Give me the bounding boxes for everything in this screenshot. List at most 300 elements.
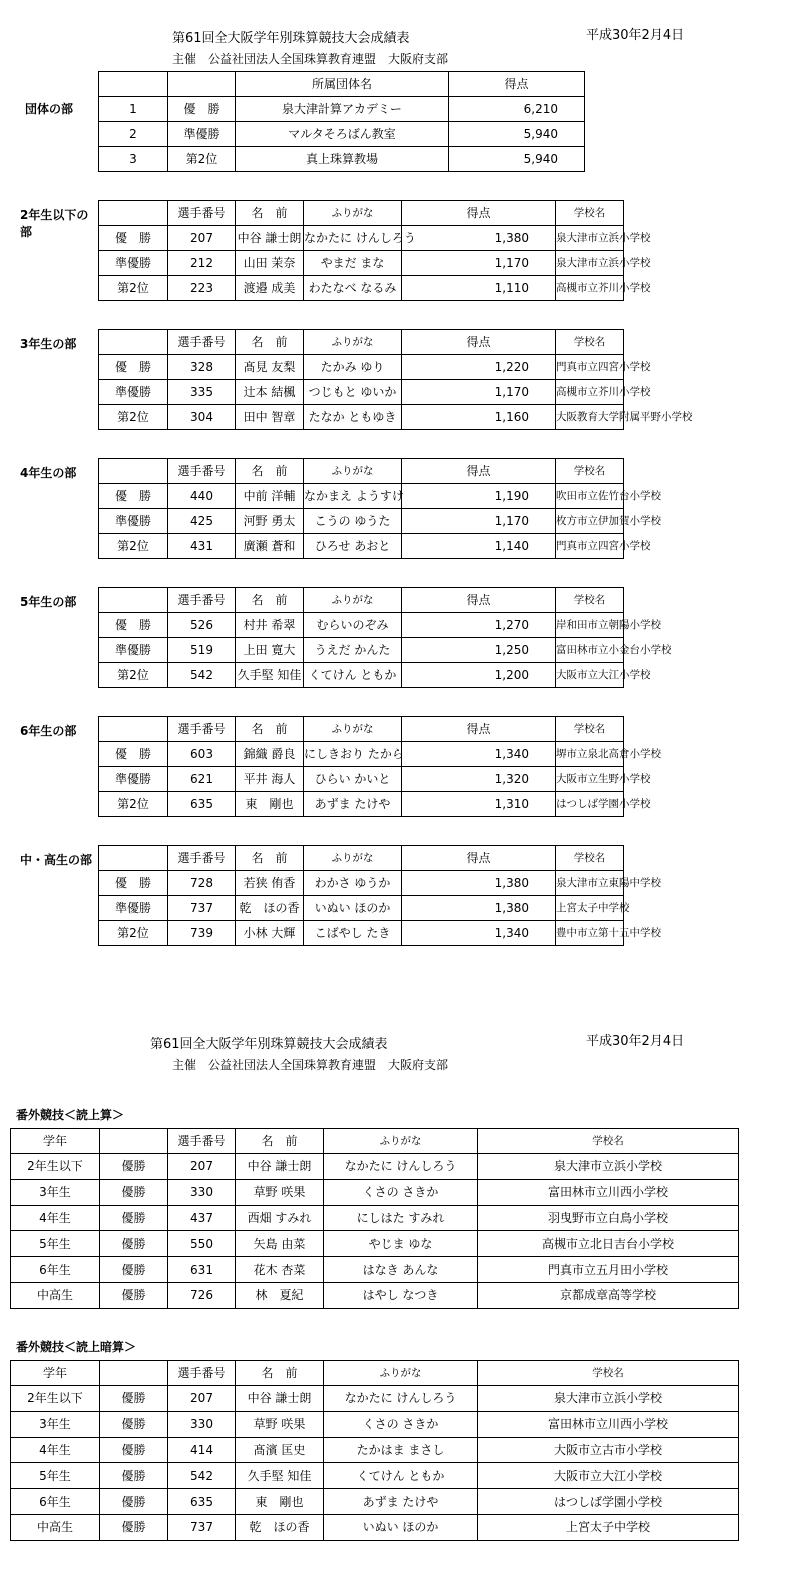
table-row [99,638,811,663]
table-row [99,792,811,817]
num-cell: 328 [168,355,236,380]
school-cell: 大阪市立大江小学校 [556,663,624,688]
column-header: 選手番号 [168,330,236,355]
score-cell: 5,940 [449,122,585,147]
title-cell: 準優勝 [99,896,168,921]
num-cell: 737 [168,1514,236,1540]
num-cell: 207 [168,226,236,251]
score-cell: 1,160 [402,405,556,430]
grade-cell: 4年生 [11,1205,100,1231]
team-name-cell: 真上珠算教場 [236,147,449,172]
kana-cell: なかたに けんしろう [304,226,402,251]
sheet2-organizer: 主催 公益社団法人全国珠算教育連盟 大阪府支部 [172,1058,449,1072]
table-row [99,613,811,638]
score-cell: 1,220 [402,355,556,380]
num-cell: 212 [168,251,236,276]
score-cell: 1,170 [402,380,556,405]
extra-event-label: 番外競技＜読上算＞ [16,1108,125,1122]
name-cell: 髙見 友梨 [236,355,304,380]
name-cell: 乾 ほの香 [236,1514,324,1540]
table-row [11,1411,739,1437]
score-cell: 1,200 [402,663,556,688]
score-cell: 1,320 [402,767,556,792]
school-cell: 枚方市立伊加賀小学校 [556,509,624,534]
title-cell: 準優勝 [99,638,168,663]
column-header: 得点 [402,459,556,484]
title-cell: 優 勝 [99,871,168,896]
column-header: 学校名 [556,330,624,355]
table-row [11,1386,739,1412]
column-header [100,1361,168,1386]
school-cell: 富田林市立小金台小学校 [556,638,624,663]
kana-cell: くさの さきか [324,1179,478,1205]
title-cell: 優勝 [100,1231,168,1257]
column-header: 得点 [402,717,556,742]
column-header: 学校名 [556,717,624,742]
name-cell: 中前 洋輔 [236,484,304,509]
score-cell: 6,210 [449,97,585,122]
school-cell: 泉大津市立東陽中学校 [556,871,624,896]
sheet2-title: 第61回全大阪学年別珠算競技大会成績表 [150,1037,388,1052]
name-cell: 久手堅 知佳 [236,1463,324,1489]
title-cell: 優勝 [100,1463,168,1489]
kana-cell: にしきおり たから [304,742,402,767]
title-cell: 準優勝 [99,251,168,276]
table-header-row [99,459,811,484]
grade-cell: 2年生以下 [11,1154,100,1180]
rank-cell: 2 [99,122,168,147]
kana-cell: たかはま まさし [324,1437,478,1463]
num-cell: 335 [168,380,236,405]
table-row [99,97,585,122]
column-header: 学年 [11,1361,100,1386]
school-cell: 豊中市立第十五中学校 [556,921,624,946]
kana-cell: なかたに けんしろう [324,1154,478,1180]
name-cell: 草野 咲果 [236,1411,324,1437]
column-header: 名 前 [236,588,304,613]
school-cell: はつしば学園小学校 [556,792,624,817]
num-cell: 440 [168,484,236,509]
school-cell: 大阪教育大学附属平野小学校 [556,405,624,430]
num-cell: 425 [168,509,236,534]
table-row [11,1205,739,1231]
column-header: 得点 [402,588,556,613]
grade-cell: 5年生 [11,1463,100,1489]
sheet2-date: 平成30年2月4日 [586,1034,685,1049]
division-table [98,845,811,946]
column-header [100,1129,168,1154]
score-cell: 1,250 [402,638,556,663]
table-header-row [99,201,811,226]
kana-cell: いぬい ほのか [304,896,402,921]
extra-event-table [10,1128,739,1309]
score-cell: 1,310 [402,792,556,817]
kana-cell: ひろせ あおと [304,534,402,559]
table-header-row [99,72,585,97]
grade-cell: 中高生 [11,1514,100,1540]
table-row [99,742,811,767]
column-header: ふりがな [304,717,402,742]
kana-cell: あずま たけや [304,792,402,817]
extra-event-label: 番外競技＜読上暗算＞ [16,1340,137,1354]
grade-cell: 5年生 [11,1231,100,1257]
name-cell: 花木 杏菜 [236,1257,324,1283]
column-header: 名 前 [236,1361,324,1386]
division-label: 3年生の部 [20,337,77,351]
grade-cell: 2年生以下 [11,1386,100,1412]
num-cell: 728 [168,871,236,896]
table-row [99,484,811,509]
kana-cell: ひらい かいと [304,767,402,792]
column-header: ふりがな [304,846,402,871]
name-cell: 廣瀬 蒼和 [236,534,304,559]
division-table [98,200,811,301]
table-header-row [99,588,811,613]
grade-cell: 6年生 [11,1257,100,1283]
column-header: 名 前 [236,459,304,484]
column-header: ふりがな [304,588,402,613]
num-cell: 330 [168,1411,236,1437]
team-name-cell: 泉大津計算アカデミー [236,97,449,122]
kana-cell: たなか ともゆき [304,405,402,430]
name-cell: 中谷 謙士朗 [236,1154,324,1180]
num-cell: 526 [168,613,236,638]
name-cell: 田中 智章 [236,405,304,430]
num-cell: 431 [168,534,236,559]
sheet1-organizer: 主催 公益社団法人全国珠算教育連盟 大阪府支部 [172,52,449,66]
kana-cell: はやし なつき [324,1282,478,1308]
column-header: 学校名 [478,1361,739,1386]
title-cell: 優勝 [100,1514,168,1540]
title-cell: 優勝 [100,1437,168,1463]
column-header: 所属団体名 [236,72,449,97]
table-row [11,1179,739,1205]
school-cell: 大阪市立生野小学校 [556,767,624,792]
grade-cell: 3年生 [11,1411,100,1437]
name-cell: 上田 寛大 [236,638,304,663]
sheet1-title: 第61回全大阪学年別珠算競技大会成績表 [172,31,410,46]
num-cell: 207 [168,1154,236,1180]
title-cell: 優勝 [100,1154,168,1180]
column-header: 名 前 [236,846,304,871]
column-header: 選手番号 [168,459,236,484]
num-cell: 223 [168,276,236,301]
column-header: 名 前 [236,717,304,742]
title-cell: 優 勝 [168,97,236,122]
kana-cell: やじま ゆな [324,1231,478,1257]
name-cell: 河野 勇太 [236,509,304,534]
name-cell: 辻本 結楓 [236,380,304,405]
score-cell: 1,110 [402,276,556,301]
column-header: 名 前 [236,201,304,226]
title-cell: 第2位 [99,663,168,688]
team-name-cell: マルタそろばん教室 [236,122,449,147]
school-cell: 高槻市立芥川小学校 [556,276,624,301]
kana-cell: くてけん ともか [304,663,402,688]
num-cell: 519 [168,638,236,663]
title-cell: 優 勝 [99,742,168,767]
school-cell: 京都成章高等学校 [478,1282,739,1308]
column-header: ふりがな [304,201,402,226]
title-cell: 優勝 [100,1179,168,1205]
kana-cell: つじもと ゆいか [304,380,402,405]
school-cell: 門真市立五月田小学校 [478,1257,739,1283]
column-header: 学校名 [556,459,624,484]
grade-cell: 中高生 [11,1282,100,1308]
extra-event-table [10,1360,739,1541]
name-cell: 東 剛也 [236,1489,324,1515]
table-row [11,1257,739,1283]
title-cell: 準優勝 [168,122,236,147]
score-cell: 1,340 [402,921,556,946]
score-cell: 1,380 [402,896,556,921]
name-cell: 乾 ほの香 [236,896,304,921]
score-cell: 1,340 [402,742,556,767]
school-cell: 大阪市立古市小学校 [478,1437,739,1463]
division-label: 2年生以下の部 [20,208,89,239]
grade-cell: 3年生 [11,1179,100,1205]
table-header-row [99,717,811,742]
score-cell: 1,190 [402,484,556,509]
name-cell: 久手堅 知佳 [236,663,304,688]
score-cell: 1,270 [402,613,556,638]
table-row [99,355,811,380]
table-row [11,1154,739,1180]
score-cell: 1,170 [402,509,556,534]
table-row [11,1514,739,1540]
school-cell: 泉大津市立浜小学校 [556,226,624,251]
title-cell: 優勝 [100,1205,168,1231]
table-row [99,896,811,921]
kana-cell: わかさ ゆうか [304,871,402,896]
name-cell: 西畑 すみれ [236,1205,324,1231]
table-row [99,276,811,301]
kana-cell: こうの ゆうた [304,509,402,534]
table-row [99,767,811,792]
name-cell: 草野 咲果 [236,1179,324,1205]
division-label: 4年生の部 [20,466,77,480]
school-cell: はつしば学園小学校 [478,1489,739,1515]
column-header: 得点 [402,201,556,226]
rank-cell: 1 [99,97,168,122]
column-header: 得点 [402,330,556,355]
kana-cell: むらいのぞみ [304,613,402,638]
score-cell: 5,940 [449,147,585,172]
title-cell: 準優勝 [99,509,168,534]
num-cell: 726 [168,1282,236,1308]
division-table [98,329,811,430]
title-cell: 第2位 [99,534,168,559]
num-cell: 550 [168,1231,236,1257]
score-cell: 1,170 [402,251,556,276]
table-row [99,534,811,559]
column-header: 選手番号 [168,1361,236,1386]
kana-cell: たかみ ゆり [304,355,402,380]
name-cell: 小林 大輝 [236,921,304,946]
column-header: ふりがな [304,459,402,484]
num-cell: 737 [168,896,236,921]
title-cell: 優勝 [100,1489,168,1515]
column-header: 選手番号 [168,717,236,742]
title-cell: 第2位 [99,921,168,946]
title-cell: 優 勝 [99,613,168,638]
table-row [11,1231,739,1257]
team-table [98,71,585,172]
name-cell: 東 剛也 [236,792,304,817]
name-cell: 矢島 由菜 [236,1231,324,1257]
num-cell: 621 [168,767,236,792]
division-label: 5年生の部 [20,595,77,609]
column-header: 学校名 [556,201,624,226]
kana-cell: こばやし たき [304,921,402,946]
score-cell: 1,380 [402,871,556,896]
title-cell: 第2位 [99,276,168,301]
name-cell: 平井 海人 [236,767,304,792]
kana-cell: わたなべ なるみ [304,276,402,301]
num-cell: 635 [168,792,236,817]
table-header-row [11,1129,739,1154]
table-row [11,1463,739,1489]
sheet1-date: 平成30年2月4日 [586,28,685,43]
school-cell: 門真市立四宮小学校 [556,355,624,380]
kana-cell: やまだ まな [304,251,402,276]
kana-cell: あずま たけや [324,1489,478,1515]
column-header: ふりがな [304,330,402,355]
table-row [11,1437,739,1463]
column-header: 学校名 [556,846,624,871]
kana-cell: はなき あんな [324,1257,478,1283]
school-cell: 泉大津市立浜小学校 [478,1154,739,1180]
table-header-row [11,1361,739,1386]
score-cell: 1,380 [402,226,556,251]
column-header: 得点 [402,846,556,871]
division-table [98,587,811,688]
title-cell: 優勝 [100,1411,168,1437]
school-cell: 泉大津市立浜小学校 [556,251,624,276]
name-cell: 中谷 謙士朗 [236,1386,324,1412]
school-cell: 大阪市立大江小学校 [478,1463,739,1489]
table-row [99,226,811,251]
column-header: 選手番号 [168,846,236,871]
table-row [99,921,811,946]
column-header: 学校名 [556,588,624,613]
title-cell: 優勝 [100,1386,168,1412]
column-header: ふりがな [324,1129,478,1154]
table-row [99,509,811,534]
table-row [99,663,811,688]
school-cell: 上宮太子中学校 [478,1514,739,1540]
num-cell: 330 [168,1179,236,1205]
rank-cell: 3 [99,147,168,172]
name-cell: 中谷 謙士朗 [236,226,304,251]
title-cell: 準優勝 [99,380,168,405]
name-cell: 渡邉 成美 [236,276,304,301]
table-row [99,871,811,896]
title-cell: 第2位 [99,792,168,817]
column-header: 選手番号 [168,588,236,613]
kana-cell: なかたに けんしろう [324,1386,478,1412]
division-label: 中・高生の部 [20,853,93,867]
num-cell: 739 [168,921,236,946]
kana-cell: うえだ かんた [304,638,402,663]
school-cell: 高槻市立芥川小学校 [556,380,624,405]
division-table [98,458,811,559]
title-cell: 優 勝 [99,484,168,509]
table-row [11,1282,739,1308]
title-cell: 優勝 [100,1257,168,1283]
column-header: 学校名 [478,1129,739,1154]
table-row [99,122,585,147]
kana-cell: にしはた すみれ [324,1205,478,1231]
num-cell: 542 [168,663,236,688]
school-cell: 泉大津市立浜小学校 [478,1386,739,1412]
table-row [99,405,811,430]
score-cell: 1,140 [402,534,556,559]
name-cell: 髙濱 匡史 [236,1437,324,1463]
name-cell: 錦織 爵良 [236,742,304,767]
name-cell: 山田 茉奈 [236,251,304,276]
num-cell: 542 [168,1463,236,1489]
column-header: 名 前 [236,1129,324,1154]
kana-cell: くさの さきか [324,1411,478,1437]
team-section-label: 団体の部 [25,102,74,116]
school-cell: 高槻市立北日吉台小学校 [478,1231,739,1257]
column-header: 選手番号 [168,1129,236,1154]
table-row [99,147,585,172]
num-cell: 603 [168,742,236,767]
kana-cell: くてけん ともか [324,1463,478,1489]
school-cell: 吹田市立佐竹台小学校 [556,484,624,509]
num-cell: 414 [168,1437,236,1463]
column-header: 学年 [11,1129,100,1154]
num-cell: 635 [168,1489,236,1515]
title-cell: 優勝 [100,1282,168,1308]
num-cell: 437 [168,1205,236,1231]
name-cell: 林 夏紀 [236,1282,324,1308]
name-cell: 村井 希翠 [236,613,304,638]
table-header-row [99,846,811,871]
column-header: 名 前 [236,330,304,355]
school-cell: 富田林市立川西小学校 [478,1179,739,1205]
division-table [98,716,811,817]
grade-cell: 6年生 [11,1489,100,1515]
kana-cell: なかまえ ようすけ [304,484,402,509]
table-row [11,1489,739,1515]
school-cell: 堺市立泉北高倉小学校 [556,742,624,767]
school-cell: 岸和田市立朝陽小学校 [556,613,624,638]
kana-cell: いぬい ほのか [324,1514,478,1540]
title-cell: 第2位 [168,147,236,172]
grade-cell: 4年生 [11,1437,100,1463]
title-cell: 準優勝 [99,767,168,792]
column-header: 選手番号 [168,201,236,226]
name-cell: 若狭 侑香 [236,871,304,896]
title-cell: 優 勝 [99,226,168,251]
school-cell: 上宮太子中学校 [556,896,624,921]
column-header: ふりがな [324,1361,478,1386]
num-cell: 631 [168,1257,236,1283]
num-cell: 207 [168,1386,236,1412]
column-header: 得点 [449,72,585,97]
title-cell: 第2位 [99,405,168,430]
table-row [99,380,811,405]
division-label: 6年生の部 [20,724,77,738]
school-cell: 富田林市立川西小学校 [478,1411,739,1437]
title-cell: 優 勝 [99,355,168,380]
table-header-row [99,330,811,355]
table-row [99,251,811,276]
school-cell: 羽曳野市立白鳥小学校 [478,1205,739,1231]
